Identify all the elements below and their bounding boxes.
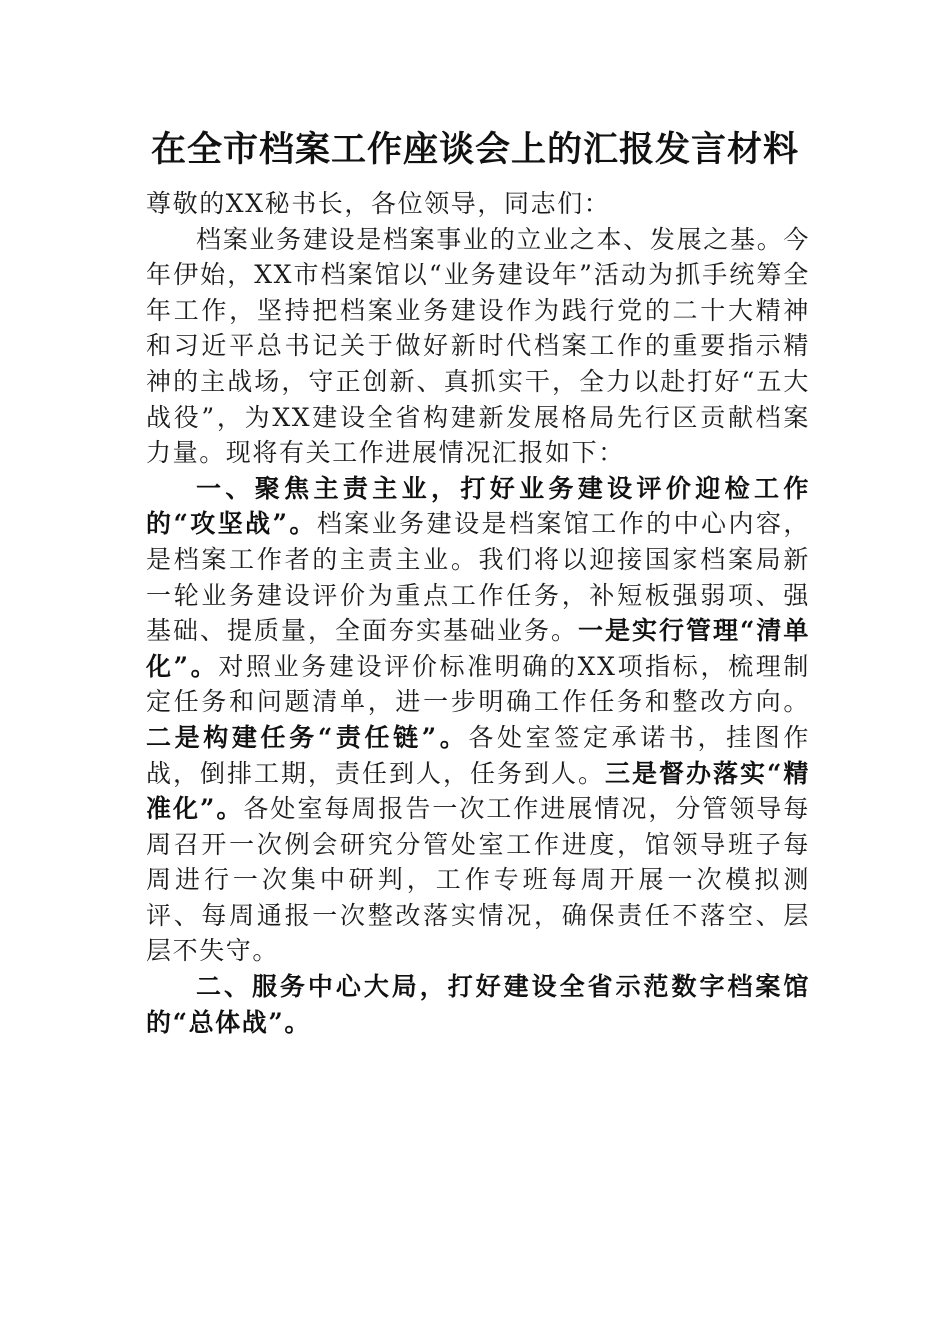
section-2-heading: 二、服务中心大局，打好建设全省示范数字档案馆的“总体战”。 (146, 972, 810, 1037)
point-2-text: 各处室签定承诺书，挂图作战，倒排工期，责任到人，任务到人。 (146, 722, 811, 788)
section-1-paragraph (146, 471, 810, 969)
point-3-text: 各处室每周报告一次工作进展情况，分管领导每周召开一次例会研究分管处室工作进度，馆领导班子每周进行一次集中研判，工作专班每周开展一次模拟测评、每周通报一次整改落实情况，确保责任不落空、层层不失守。 (146, 794, 811, 966)
document-title: 在全市档案工作座谈会上的汇报发言材料 (150, 129, 799, 170)
section-1-text: 档案业务建设是档案馆工作的中心内容，是档案工作者的主责主业。我们将以迎接国家档案局新一轮业务建设评价为重点工作任务，补短板强弱项、强基础、提质量，全面夯实基础业务。 (146, 509, 810, 646)
intro-paragraph: 档案业务建设是档案事业的立业之本、发展之基。今年伊始，XX市档案馆以“业务建设年”活动为抓手统筹全年工作，坚持把档案业务建设作为践行党的二十大精神和习近平总书记关于做好新时代档案工作的重要指示精神的主战场，守正创新、真抓实干，全力以赴打好“五大战役”，为XX建设全省构建新发展格局先行区贡献档案力量。现将有关工作进展情况汇报如下： (146, 224, 810, 468)
document-body (146, 186, 810, 1040)
point-2-title: 二是构建任务“责任链”。 (146, 722, 469, 752)
salutation: 尊敬的XX秘书长，各位领导，同志们： (146, 189, 611, 218)
point-3-title: 三是督办落实“精准化”。 (146, 758, 810, 824)
point-1-title: 一是实行管理“清单化”。 (146, 616, 810, 681)
point-1-text: 对照业务建设评价标准明确的XX项指标，梳理制定任务和问题清单，进一步明确工作任务和整改方向。 (146, 651, 810, 717)
section-1-heading: 一、聚焦主责主业，打好业务建设评价迎检工作的“攻坚战”。 (146, 473, 810, 539)
